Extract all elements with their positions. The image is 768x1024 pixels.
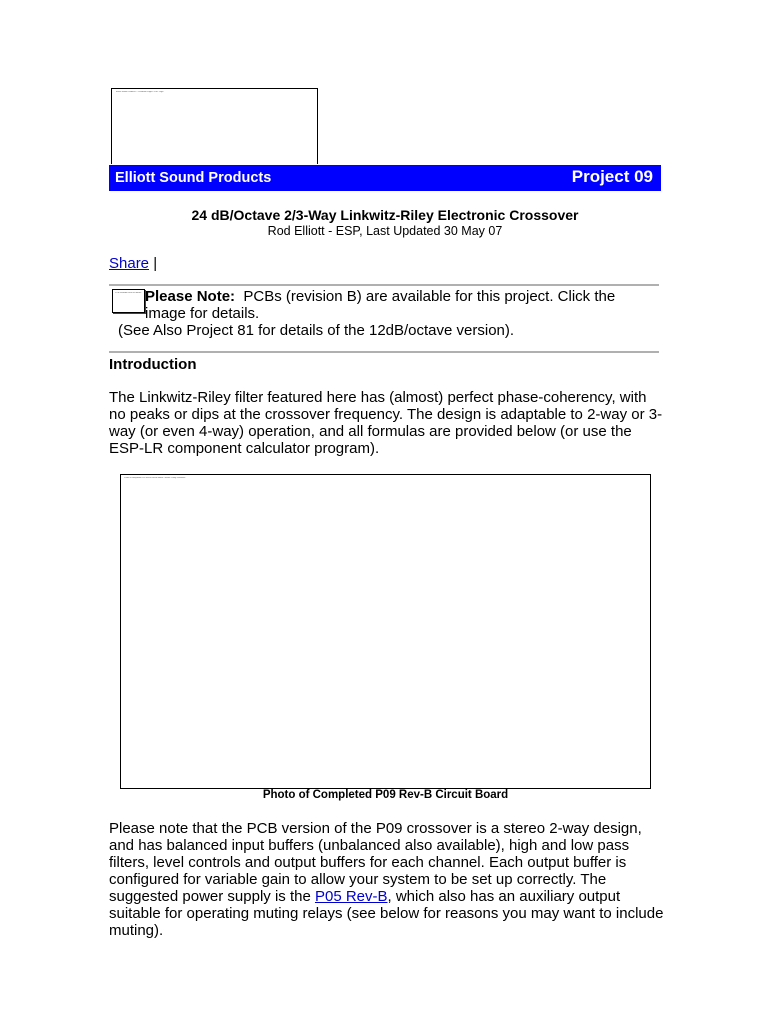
site-name: Elliott Sound Products bbox=[115, 170, 272, 186]
logo-alt-text: Elliott Sound Products - The Audio Pages - ESP Logo bbox=[116, 91, 164, 93]
note-label: Please Note: bbox=[145, 288, 236, 305]
project-label: Project 09 bbox=[571, 167, 653, 186]
site-banner bbox=[109, 165, 661, 191]
share-bar bbox=[109, 255, 157, 272]
divider-top bbox=[109, 284, 659, 286]
introduction-paragraph: The Linkwitz-Riley filter featured here has (almost) perfect phase-coherency, with no peaks or dips at the crossover frequency. The design is adaptable to 2-way or 3-way (or even 4-way) operation, and all formulas are provided below (or use the ESP-LR component calculator program). bbox=[109, 389, 663, 457]
share-link[interactable]: Share bbox=[109, 255, 150, 272]
site-logo-image[interactable] bbox=[111, 88, 318, 164]
circuit-board-photo bbox=[120, 474, 651, 789]
see-also-note: (See Also Project 81 for details of the 12dB/octave version). bbox=[118, 322, 515, 339]
divider-bottom bbox=[109, 351, 659, 353]
pcb-paragraph-text-1: Please note that the PCB version of the P09 crossover is a stereo 2-way design, and has balanced input buffers (unbalanced also available), high and low pass filters, level controls and output buffers for each channel. Each output buffer is configured for variable gain to allow your system to be set up correctly. The suggested power supply is the bbox=[109, 820, 642, 905]
p05-rev-b-link[interactable]: P05 Rev-B bbox=[314, 888, 388, 905]
photo-caption: Photo of Completed P09 Rev-B Circuit Board bbox=[262, 789, 509, 801]
share-separator: | bbox=[153, 255, 158, 272]
pcb-description-paragraph bbox=[109, 820, 664, 939]
pcb-note bbox=[145, 288, 655, 322]
introduction-heading: Introduction bbox=[109, 356, 197, 373]
pcb-thumbnail-alt: PCB available click for details bbox=[115, 292, 142, 294]
pcb-thumbnail-image[interactable] bbox=[112, 289, 145, 313]
note-body: PCBs (revision B) are available for this project. Click the image for details. bbox=[145, 288, 616, 322]
pcb-paragraph-text-2: , which also has an auxiliary output suitable for operating muting relays (see below for reasons you may want to include muting). bbox=[109, 888, 664, 939]
author-line: Rod Elliott - ESP, Last Updated 30 May 07 bbox=[267, 224, 503, 238]
page-title: 24 dB/Octave 2/3-Way Linkwitz-Riley Electronic Crossover bbox=[191, 207, 579, 223]
photo-alt-text: Photo of completed P09 Rev-B circuit board - stereo 2-way crossover bbox=[124, 477, 186, 479]
